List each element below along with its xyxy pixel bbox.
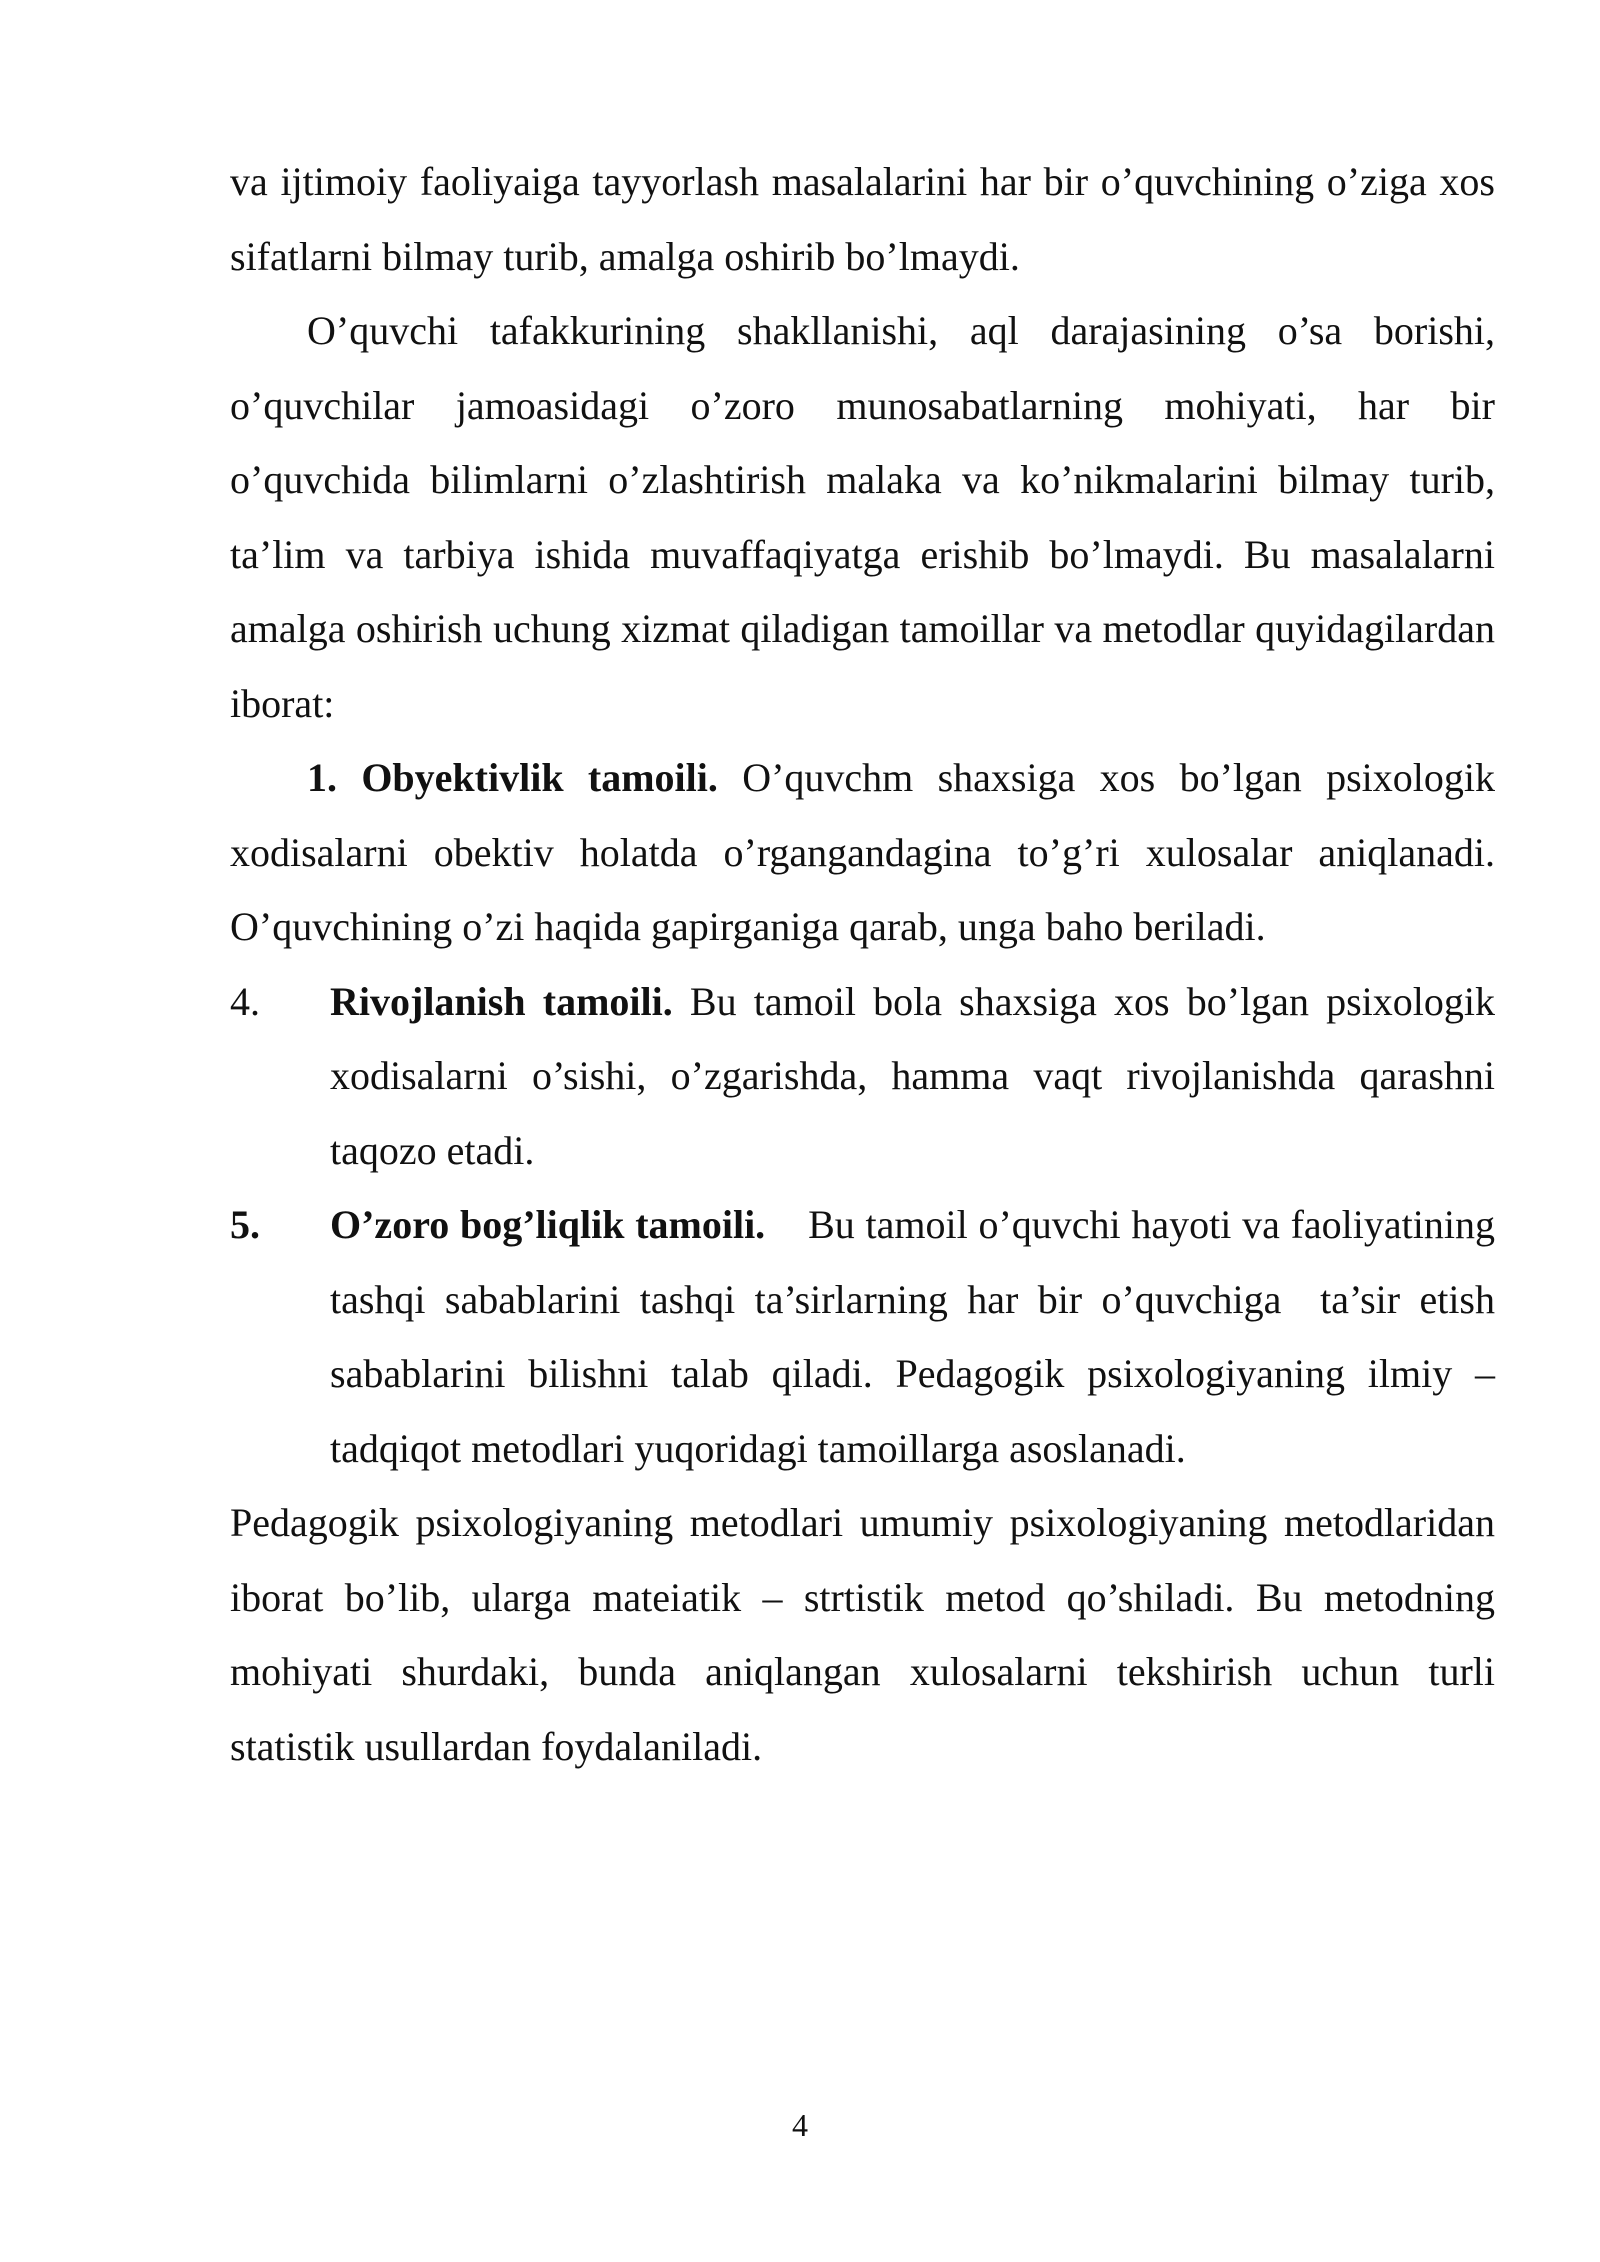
paragraph-principles-intro: O’quvchi tafakkurining shakllanishi, aql darajasining o’sa borishi, o’quvchilar jamoasidagi o’zoro munosabatlarning mohiyati, har bir o’quvchida bilimlarni o’zlashtirish malaka va ko’nikmalarini bilmay turib, ta’lim va tarbiya ishida muvaffaqiyatga erishib bo’lmaydi. Bu masalalarni amalga oshirish uchung xizmat qiladigan tamoillar va metodlar quyidagilardan iborat: bbox=[230, 308, 1495, 726]
principle-development-text: Bu tamoil bola shaxsiga xos bo’lgan psixologik xodisalarni o’sishi, o’zgarishda, hamma vaqt rivojlanishda qarashni taqozo etadi. bbox=[330, 978, 1495, 1173]
principle-development-term: Rivojlanish tamoili. bbox=[330, 978, 673, 1024]
principle-objectivity bbox=[230, 741, 1495, 965]
principle-development-number: 4. bbox=[230, 978, 260, 1024]
principle-development-body bbox=[330, 965, 1495, 1189]
page-number: 4 bbox=[792, 2107, 808, 2143]
principle-interdependence-number: 5. bbox=[230, 1202, 260, 1247]
principle-interdependence-text: Bu tamoil o’quvchi hayoti va faoliyatining tashqi sabablarini tashqi ta’sirlarning har bir o’quvchiga ta’sir etish sabablarini bilishni talab qiladi. Pedagogik psixologiyaning ilmiy – tadqiqot metodlari yuqoridagi tamoillarga asoslanadi. bbox=[330, 1202, 1505, 1471]
paragraph-methods: Pedagogik psixologiyaning metodlari umumiy psixologiyaning metodlaridan iborat bo’lib, ularga mateiatik – strtistik metod qo’shiladi. Bu metodning mohiyati shurdaki, bunda aniqlangan xulosalarni tekshirish uchun turli statistik usullardan foydalaniladi. bbox=[230, 1500, 1495, 1769]
paragraph-intro: va ijtimoiy faoliyaiga tayyorlash masalalarini har bir o’quvchining o’ziga xos sifatlarni bilmay turib, amalga oshirib bo’lmaydi. bbox=[230, 159, 1495, 279]
principle-objectivity-term: 1. Obyektivlik tamoili. bbox=[307, 755, 718, 800]
principle-interdependence bbox=[230, 1188, 1505, 1486]
principle-interdependence-body bbox=[330, 1188, 1505, 1486]
principle-development bbox=[230, 965, 1495, 1189]
document-page bbox=[230, 145, 1505, 1784]
principle-objectivity-text: O’quvchm shaxsiga xos bo’lgan psixologik xodisalarni obektiv holatda o’rgangandagina to’g’ri xulosalar aniqlanadi. O’quvchining o’zi haqida gapirganiga qarab, unga baho beriladi. bbox=[230, 755, 1495, 949]
principle-interdependence-term: O’zoro bog’liqlik tamoili. bbox=[330, 1202, 766, 1247]
